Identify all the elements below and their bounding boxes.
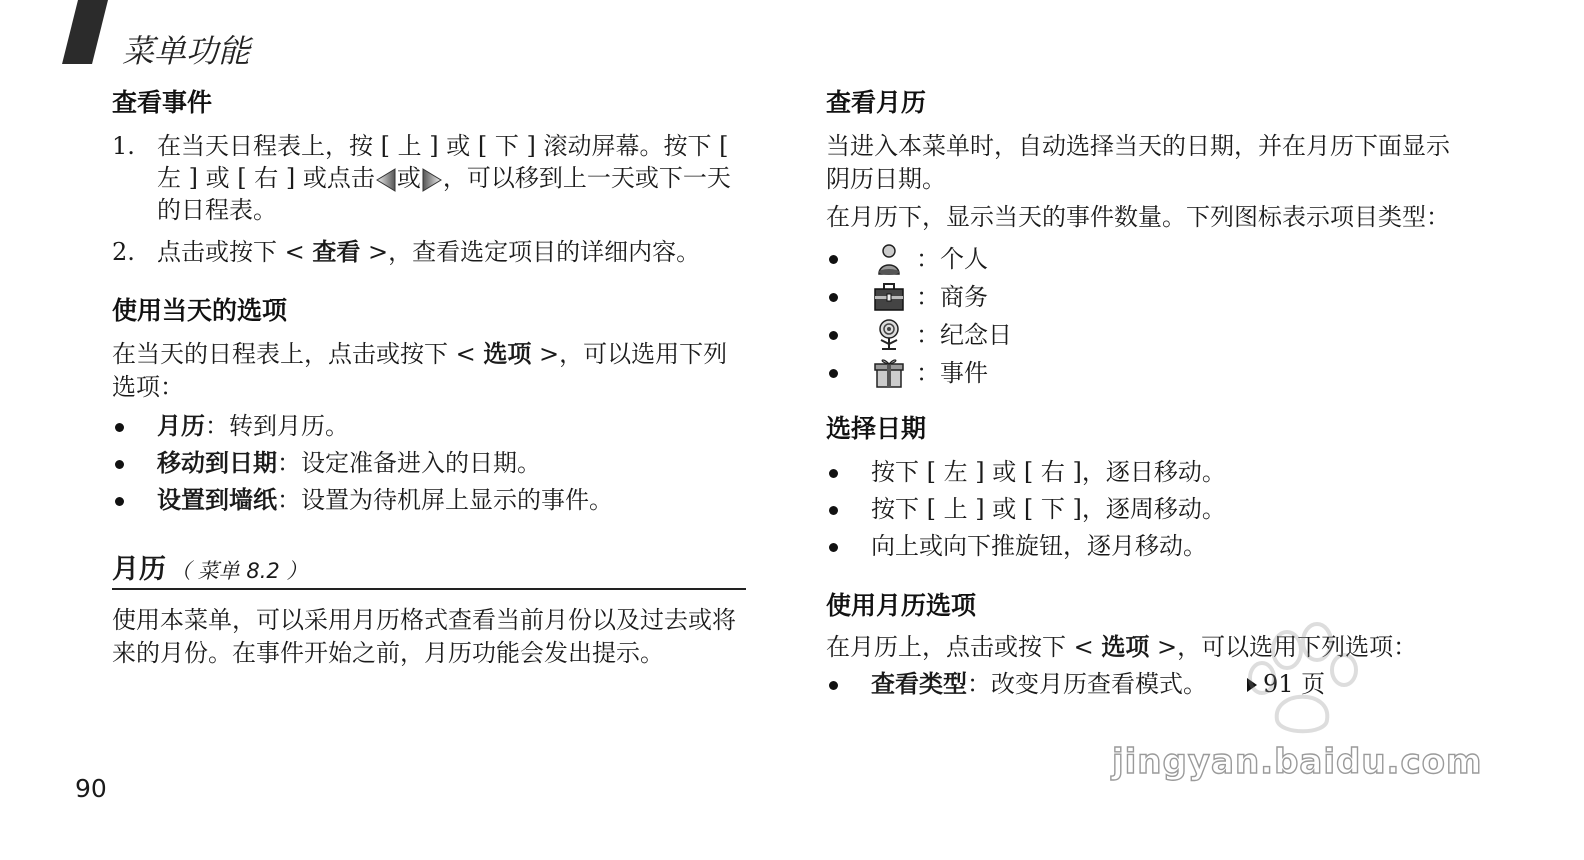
list-item-text: 向上或向下推旋钮，逐月移动。	[871, 532, 1207, 560]
day-options-heading: 使用当天的选项	[112, 296, 288, 325]
intro-text: 在当天的日程表上，点击或按下 <	[112, 340, 484, 368]
intro-key: 选项	[1101, 633, 1150, 661]
icon-label: ：个人	[916, 245, 988, 273]
left-column	[112, 84, 746, 670]
step-key: 查看	[312, 238, 361, 266]
person-icon	[872, 242, 906, 276]
page-ref-arrow-icon	[1247, 678, 1257, 692]
option-desc: ：设置为待机屏上显示的事件。	[277, 486, 613, 514]
option-desc: ：转到月历。	[205, 412, 349, 440]
bullet	[829, 369, 838, 378]
gift-icon	[872, 356, 906, 390]
select-date-list	[826, 454, 1466, 565]
step-item	[112, 236, 746, 268]
list-item	[112, 445, 746, 482]
select-date-heading: 选择日期	[826, 414, 927, 443]
option-term: 移动到日期	[157, 449, 277, 477]
intro-key: 选项	[483, 340, 532, 368]
left-arrow-icon	[375, 167, 397, 193]
step-text: 或	[396, 164, 421, 192]
bullet	[829, 681, 838, 690]
bullet	[829, 293, 838, 302]
option-term: 设置到墙纸	[157, 486, 277, 514]
list-item	[826, 240, 1466, 278]
view-calendar-para2: 在月历下，显示当天的事件数量。下列图标表示项目类型：	[826, 203, 1450, 231]
bullet	[829, 331, 838, 340]
header-accent-bar	[62, 0, 108, 64]
option-term: 月历	[157, 412, 205, 440]
bullet	[829, 543, 838, 552]
list-item	[826, 528, 1466, 565]
page-ref: 91 页	[1263, 670, 1326, 698]
bullet	[829, 506, 838, 515]
list-item	[826, 454, 1466, 491]
view-event-heading: 查看事件	[112, 88, 213, 117]
icon-label: ：商务	[916, 283, 988, 311]
list-item	[826, 354, 1466, 392]
list-item	[112, 408, 746, 445]
icon-label: ：纪念日	[916, 321, 1012, 349]
option-term: 查看类型	[871, 670, 967, 698]
intro-text: >，可以选用下列选项：	[1149, 633, 1418, 661]
calendar-section-body: 使用本菜单，可以采用月历格式查看当前月份以及过去或将来的月份。在事件开始之前，月历功能会发出提示。	[112, 606, 736, 667]
page-number: 90	[75, 774, 107, 803]
calendar-section-title	[112, 547, 746, 590]
step-text: 在当天日程表上，按 [ 上 ] 或 [ 下 ] 滚动屏幕。按下 [ 左 ] 或 [ 右 ] 或点击	[157, 132, 729, 192]
list-item	[112, 482, 746, 519]
list-item	[826, 666, 1466, 703]
view-event-steps	[112, 130, 746, 268]
step-item	[112, 130, 746, 226]
step-number: 1.	[112, 132, 135, 160]
calendar-options-heading: 使用月历选项	[826, 591, 977, 620]
intro-text: 在月历上，点击或按下 <	[826, 633, 1102, 661]
option-desc: ：设定准备进入的日期。	[277, 449, 541, 477]
step-number: 2.	[112, 238, 135, 266]
icon-label: ：事件	[916, 359, 988, 387]
option-desc: ：改变月历查看模式。	[967, 670, 1207, 698]
list-item	[826, 316, 1466, 354]
day-options-list	[112, 408, 746, 519]
list-item-text: 按下 [ 上 ] 或 [ 下 ]，逐周移动。	[871, 495, 1226, 523]
bullet	[829, 255, 838, 264]
watermark-text: jingyan.baidu.com	[1112, 742, 1483, 782]
day-options-intro	[112, 338, 746, 404]
bullet	[829, 469, 838, 478]
menu-number: （ 菜单 8.2 ）	[170, 559, 308, 583]
step-text: >，查看选定项目的详细内容。	[360, 238, 701, 266]
bullet	[115, 460, 124, 469]
view-calendar-para1: 当进入本菜单时，自动选择当天的日期，并在月历下面显示阴历日期。	[826, 132, 1450, 193]
right-column	[826, 84, 1466, 703]
right-arrow-icon	[421, 167, 443, 193]
list-item-text: 按下 [ 左 ] 或 [ 右 ]，逐日移动。	[871, 458, 1226, 486]
event-type-icon-list	[826, 240, 1466, 392]
bullet	[115, 497, 124, 506]
page-header-title: 菜单功能	[122, 32, 251, 70]
calendar-options-list	[826, 666, 1466, 703]
step-text: ，可以移到上一天或下一天的日程表。	[157, 164, 731, 224]
anniversary-icon	[872, 318, 906, 352]
list-item	[826, 491, 1466, 528]
calendar-options-intro	[826, 631, 1466, 664]
bullet	[115, 423, 124, 432]
calendar-section-heading: 月历	[112, 554, 166, 585]
view-calendar-heading: 查看月历	[826, 88, 927, 117]
step-text: 点击或按下 <	[157, 238, 313, 266]
briefcase-icon	[872, 280, 906, 314]
intro-text: >，可以选用下列选项：	[112, 340, 728, 401]
list-item	[826, 278, 1466, 316]
